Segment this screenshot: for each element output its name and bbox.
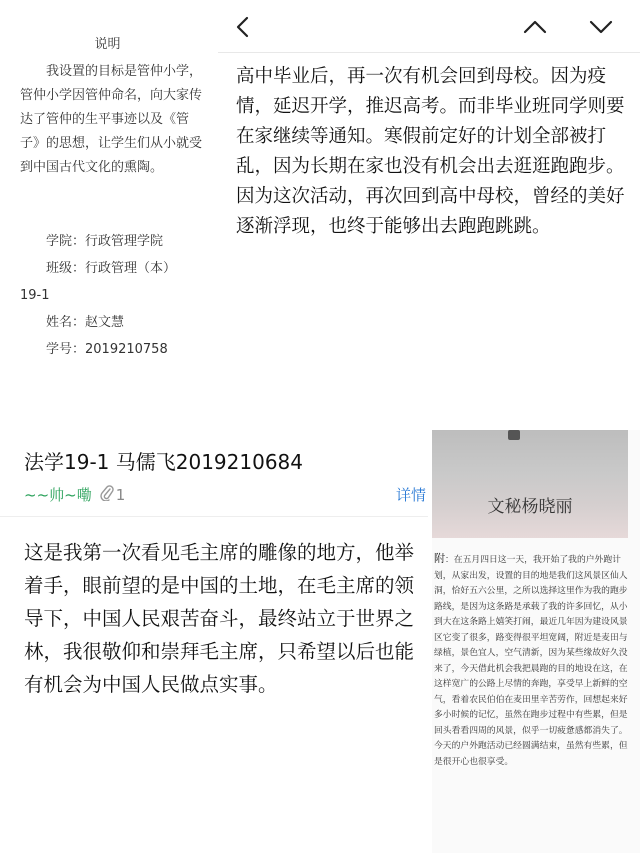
class-line-continued: 19-1 bbox=[20, 288, 50, 303]
appendix-body: ：在五月四日这一天，我开始了我的户外跑计划，从家出发，设置的目的地是我们这风景区仙人洞，恰好五六公里，之所以选择这里作为我的跑步路线，是因为这条路是承载了我的许多回忆，从小到大在这条路上嬉笑打闹，最近几年因为建设风景区它变了很多，路变得很平坦宽阔，附近是麦田与绿植，景色宜人，空气清新，因为某些缘故好久没来了，今天借此机会我把晨跑的目的地设在这，在这样宽广的公路上尽情的奔跑，享受早上新鲜的空气，看着农民伯伯在麦田里辛苦劳作，回想起来好多小时候的记忆，虽然在跑步过程中有些累，但是回头看看四周的风景，似乎一切疲惫感都消失了。今天的户外跑活动已经圆满结束，虽然有些累，但是很开心也很享受。 bbox=[434, 555, 628, 767]
photo-card bbox=[432, 430, 640, 853]
post-text: 这是我第一次看见毛主席的雕像的地方，他举着手，眼前望的是中国的土地，在毛主席的领导下，中国人民艰苦奋斗，最终站立于世界之林，我很敬仰和崇拜毛主席，只希望以后也能有机会为中国人民做点实事。 bbox=[24, 541, 415, 696]
runner-figure bbox=[508, 430, 520, 440]
reader-panel bbox=[218, 0, 640, 290]
attachment[interactable] bbox=[100, 485, 126, 505]
appendix-label: 附 bbox=[434, 552, 445, 565]
chevron-left-icon[interactable] bbox=[228, 12, 258, 42]
student-id-line: 学号：2019210758 bbox=[46, 342, 168, 357]
paperclip-icon bbox=[100, 485, 114, 505]
attachment-count: 1 bbox=[115, 485, 126, 504]
note-title: 说明 bbox=[94, 37, 121, 52]
post-header: 法学19-1 马儒飞2019210684 bbox=[24, 450, 303, 474]
username[interactable]: ~~帅~嘞 bbox=[24, 486, 92, 504]
photo-caption: 文秘杨晓丽 bbox=[487, 497, 573, 517]
note-panel bbox=[0, 0, 215, 400]
name-line: 姓名：赵文慧 bbox=[46, 315, 125, 330]
road-photo bbox=[432, 430, 628, 538]
note-body: 我设置的目标是管仲小学，管仲小学因管仲命名，向大家传达了管仲的生平事迹以及《管子》的思想，让学生们从小就受到中国古代文化的熏陶。 bbox=[20, 64, 203, 175]
detail-link[interactable]: 详情 bbox=[396, 486, 427, 504]
class-line: 班级：行政管理（本） bbox=[46, 261, 177, 276]
reader-toolbar bbox=[218, 0, 640, 53]
post-panel bbox=[0, 432, 428, 853]
chevron-down-icon[interactable] bbox=[586, 12, 616, 42]
reader-text: 高中毕业后，再一次有机会回到母校。因为疫情，延迟开学，推迟高考。而非毕业班同学则要在家继续等通知。寒假前定好的计划全部被打乱，因为长期在家也没有机会出去逛逛跑跑步。因为这次活动，再次回到高中母校，曾经的美好逐渐浮现，也终于能够出去跑跑跳跳。 bbox=[236, 66, 625, 237]
chevron-up-icon[interactable] bbox=[520, 12, 550, 42]
post-meta bbox=[24, 484, 125, 505]
student-info bbox=[20, 228, 208, 363]
divider bbox=[0, 516, 428, 517]
college-line: 学院：行政管理学院 bbox=[46, 234, 164, 249]
photo-card-text bbox=[434, 551, 628, 770]
